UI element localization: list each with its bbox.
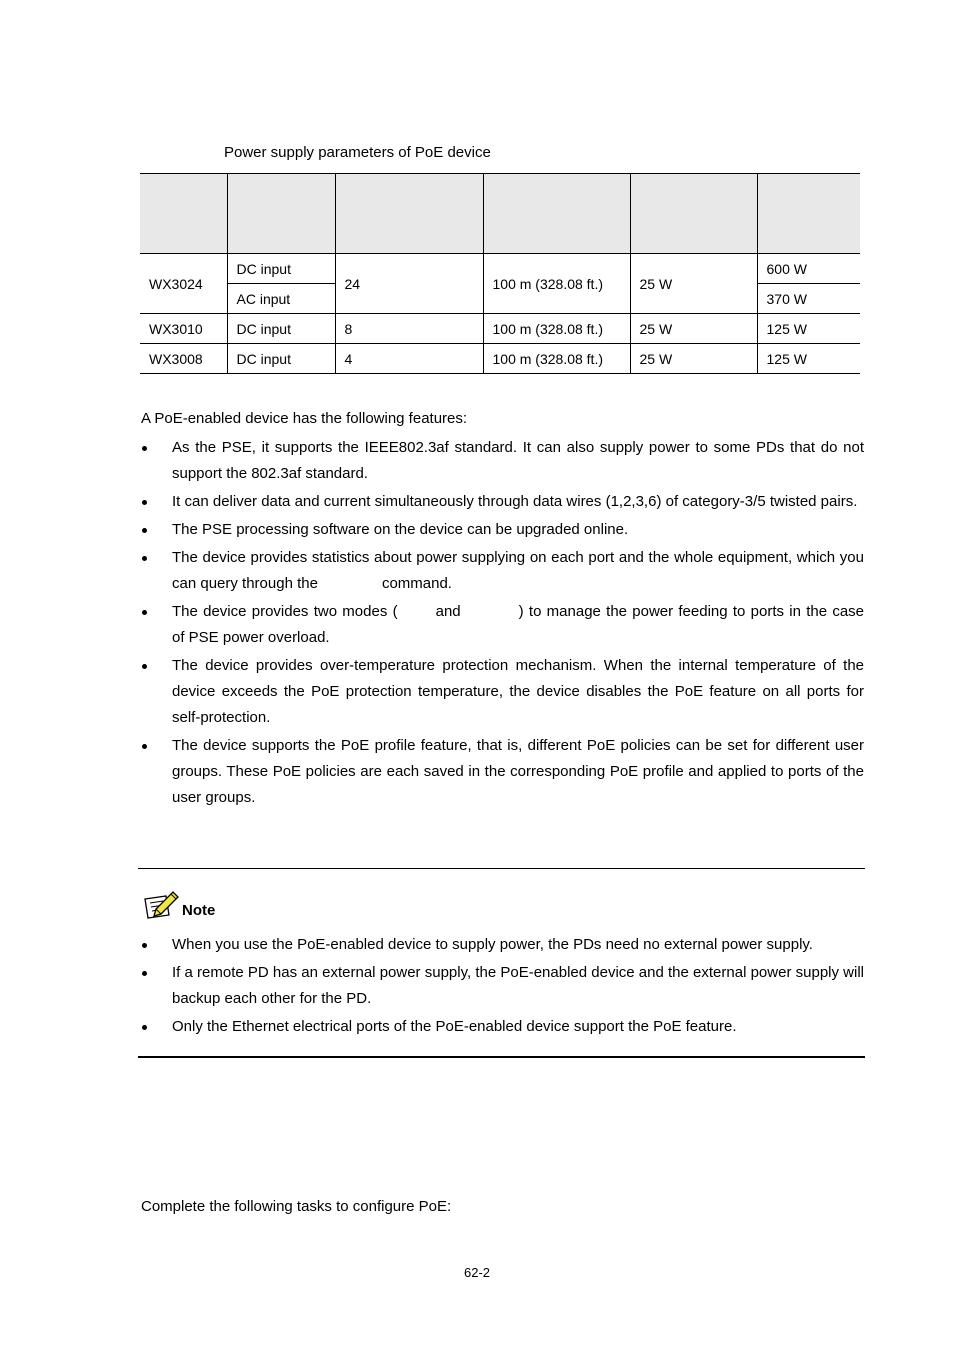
- poe-parameters-table: [140, 173, 860, 374]
- page-number: 62-2: [463, 1265, 491, 1280]
- total-power-cell: 600 W: [757, 254, 860, 284]
- header-cell: [757, 174, 860, 254]
- total-power-cell: 125 W: [757, 344, 860, 374]
- input-cell: DC input: [227, 254, 335, 284]
- note-header: [142, 889, 215, 919]
- ports-cell: 24: [335, 254, 483, 314]
- list-item-text: ) to manage the power feeding to ports in the case of PSE power overload.: [172, 603, 865, 646]
- distance-cell: 100 m (328.08 ft.): [483, 344, 630, 374]
- note-pencil-icon: [142, 889, 180, 919]
- table-row: [140, 254, 860, 284]
- list-item: When you use the PoE-enabled device to supply power, the PDs need no external power supply.: [140, 932, 864, 958]
- table-row: [140, 314, 860, 344]
- list-item: [140, 599, 864, 651]
- header-cell: [483, 174, 630, 254]
- model-cell: WX3010: [140, 314, 227, 344]
- list-item-text: The device provides two modes (: [172, 603, 398, 620]
- distance-cell: 100 m (328.08 ft.): [483, 314, 630, 344]
- list-item: As the PSE, it supports the IEEE802.3af standard. It can also supply power to some PDs that do not support the 802.3af standard.: [140, 435, 864, 487]
- note-list: [140, 932, 864, 1042]
- tasks-intro: Complete the following tasks to configure PoE:: [141, 1198, 452, 1215]
- list-item: [140, 545, 864, 597]
- max-port-power-cell: 25 W: [630, 254, 757, 314]
- table-row: [140, 344, 860, 374]
- features-list: [140, 435, 864, 813]
- total-power-cell: 125 W: [757, 314, 860, 344]
- max-port-power-cell: 25 W: [630, 314, 757, 344]
- max-port-power-cell: 25 W: [630, 344, 757, 374]
- input-cell: DC input: [227, 314, 335, 344]
- header-cell: [335, 174, 483, 254]
- list-item-text: command.: [381, 575, 452, 592]
- ports-cell: 4: [335, 344, 483, 374]
- list-item: It can deliver data and current simultaneously through data wires (1,2,3,6) of category-3/5 twisted pairs.: [140, 489, 864, 515]
- distance-cell: 100 m (328.08 ft.): [483, 254, 630, 314]
- input-cell: DC input: [227, 344, 335, 374]
- table-header-row: [140, 174, 860, 254]
- list-item-text: The device provides statistics about power supplying on each port and the whole equipment, which you can query through the: [172, 549, 864, 592]
- total-power-cell: 370 W: [757, 284, 860, 314]
- header-cell: [630, 174, 757, 254]
- list-item: If a remote PD has an external power supply, the PoE-enabled device and the external power supply will backup each other for the PD.: [140, 960, 864, 1012]
- ports-cell: 8: [335, 314, 483, 344]
- input-cell: AC input: [227, 284, 335, 314]
- header-cell: [227, 174, 335, 254]
- list-item: Only the Ethernet electrical ports of the PoE-enabled device support the PoE feature.: [140, 1014, 864, 1040]
- note-top-rule: [138, 868, 865, 869]
- header-cell: [140, 174, 227, 254]
- table-caption: Power supply parameters of PoE device: [224, 144, 491, 161]
- note-label: Note: [182, 902, 216, 919]
- list-item: The PSE processing software on the device can be upgraded online.: [140, 517, 864, 543]
- model-cell: WX3024: [140, 254, 227, 314]
- list-item: The device provides over-temperature protection mechanism. When the internal temperature of the device exceeds the PoE protection temperature, the device disables the PoE feature on all ports for self-protection.: [140, 653, 864, 731]
- note-bottom-rule: [138, 1056, 865, 1058]
- model-cell: WX3008: [140, 344, 227, 374]
- list-item: The device supports the PoE profile feature, that is, different PoE policies can be set for different user groups. These PoE policies are each saved in the corresponding PoE profile and applied to ports of the user groups.: [140, 733, 864, 811]
- list-item-text: and: [435, 603, 461, 620]
- features-intro: A PoE-enabled device has the following features:: [141, 410, 468, 427]
